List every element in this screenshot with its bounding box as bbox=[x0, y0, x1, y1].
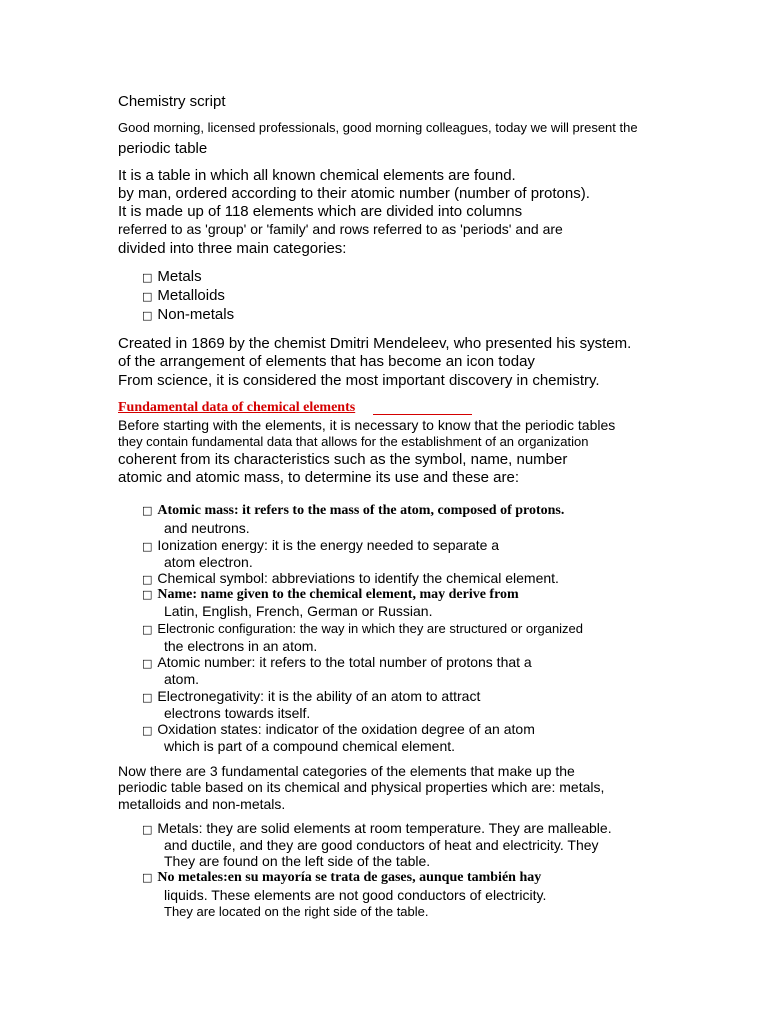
greeting-line: Good morning, licensed professionals, good morning colleagues, today we will present the bbox=[118, 120, 638, 135]
list-item: □ Electronic configuration: the way in which they are structured or organized bbox=[142, 621, 584, 636]
intro-line: by man, ordered according to their atomic number (number of protons). bbox=[118, 185, 590, 202]
topic-line: periodic table bbox=[118, 140, 208, 157]
bullet-icon: □ bbox=[142, 823, 153, 836]
list-item: □ Electronegativity: it is the ability of an atom to attract bbox=[142, 688, 481, 704]
categories-text-line: Now there are 3 fundamental categories of the elements that make up the bbox=[118, 763, 575, 779]
section-text-line: atomic and atomic mass, to determine its use and these are: bbox=[118, 469, 520, 486]
intro-line: divided into three main categories: bbox=[118, 240, 347, 257]
section-heading: Fundamental data of chemical elements bbox=[118, 400, 356, 415]
document-title: Chemistry script bbox=[118, 93, 226, 110]
section-text-line: Before starting with the elements, it is necessary to know that the periodic tables bbox=[118, 417, 616, 433]
bullet-icon: □ bbox=[142, 309, 153, 322]
list-item-continuation: They are found on the left side of the table. bbox=[164, 853, 431, 869]
history-line: of the arrangement of elements that has become an icon today bbox=[118, 353, 535, 370]
list-item-continuation: atom. bbox=[164, 671, 200, 687]
list-item: □ Atomic number: it refers to the total number of protons that a bbox=[142, 654, 532, 670]
list-item-continuation: and neutrons. bbox=[164, 520, 250, 536]
bullet-icon: □ bbox=[142, 691, 153, 704]
bullet-icon: □ bbox=[142, 623, 153, 636]
history-line: From science, it is considered the most important discovery in chemistry. bbox=[118, 372, 600, 389]
bullet-icon: □ bbox=[142, 724, 153, 737]
list-item-continuation: liquids. These elements are not good conductors of electricity. bbox=[164, 887, 547, 903]
list-item: □ Metals bbox=[142, 268, 202, 285]
bullet-icon: □ bbox=[142, 588, 153, 601]
heading-underline bbox=[373, 414, 472, 415]
bullet-icon: □ bbox=[142, 504, 153, 517]
section-text-line: coherent from its characteristics such as the symbol, name, number bbox=[118, 451, 568, 468]
list-item-continuation: which is part of a compound chemical element. bbox=[164, 738, 456, 754]
bullet-icon: □ bbox=[142, 573, 153, 586]
list-item-continuation: electrons towards itself. bbox=[164, 705, 311, 721]
list-item: □ Name: name given to the chemical element, may derive from bbox=[142, 587, 519, 602]
list-item-continuation: Latin, English, French, German or Russian. bbox=[164, 603, 433, 619]
bullet-icon: □ bbox=[142, 271, 153, 284]
list-item: □ Atomic mass: it refers to the mass of the atom, composed of protons. bbox=[142, 503, 565, 518]
bullet-icon: □ bbox=[142, 540, 153, 553]
list-item: □ Oxidation states: indicator of the oxidation degree of an atom bbox=[142, 721, 535, 737]
intro-line: It is a table in which all known chemical elements are found. bbox=[118, 167, 516, 184]
intro-line: referred to as 'group' or 'family' and rows referred to as 'periods' and are bbox=[118, 221, 563, 237]
list-item-continuation: the electrons in an atom. bbox=[164, 638, 318, 654]
list-item: □ Chemical symbol: abbreviations to identify the chemical element. bbox=[142, 570, 559, 586]
bullet-icon: □ bbox=[142, 871, 153, 884]
list-item-continuation: atom electron. bbox=[164, 554, 253, 570]
categories-text-line: metalloids and non-metals. bbox=[118, 796, 286, 812]
list-item: □ Ionization energy: it is the energy needed to separate a bbox=[142, 537, 500, 553]
list-item: □ Metals: they are solid elements at room temperature. They are malleable. bbox=[142, 820, 612, 836]
categories-text-line: periodic table based on its chemical and physical properties which are: metals, bbox=[118, 779, 605, 795]
bullet-icon: □ bbox=[142, 290, 153, 303]
list-item: □ Non-metals bbox=[142, 306, 235, 323]
intro-line: It is made up of 118 elements which are divided into columns bbox=[118, 203, 523, 220]
history-line: Created in 1869 by the chemist Dmitri Mendeleev, who presented his system. bbox=[118, 335, 632, 352]
section-text-line: they contain fundamental data that allows for the establishment of an organization bbox=[118, 434, 589, 449]
list-item-continuation: They are located on the right side of the table. bbox=[164, 904, 429, 919]
bullet-icon: □ bbox=[142, 657, 153, 670]
list-item-continuation: and ductile, and they are good conductors of heat and electricity. They bbox=[164, 837, 599, 853]
list-item: □ No metales:en su mayoría se trata de gases, aunque también hay bbox=[142, 870, 542, 885]
list-item: □ Metalloids bbox=[142, 287, 225, 304]
